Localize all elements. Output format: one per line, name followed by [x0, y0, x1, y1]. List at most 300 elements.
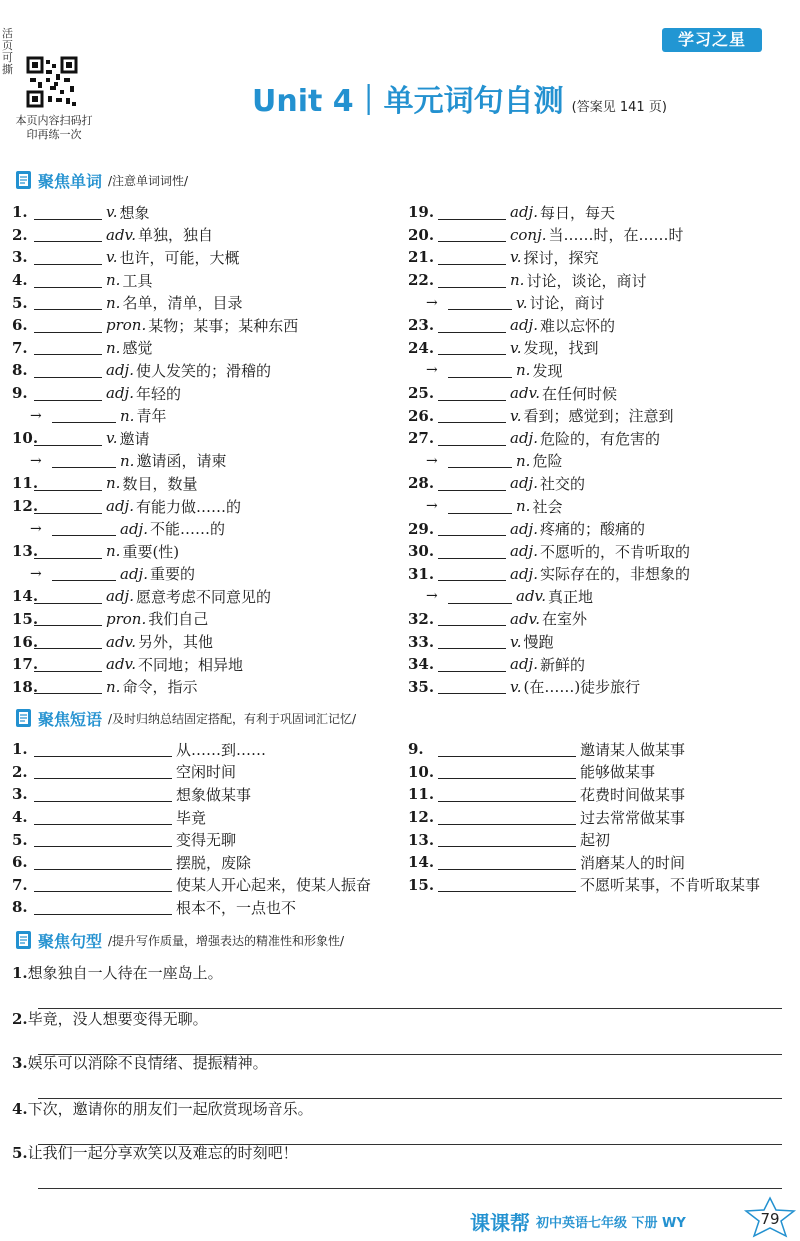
item-number: 2. — [12, 762, 28, 781]
meaning: 感觉 — [122, 339, 153, 358]
meaning: 发现 — [532, 361, 563, 380]
answer-blank[interactable] — [34, 340, 102, 355]
item-number: 10. — [408, 762, 435, 781]
item-number: 1. — [12, 203, 28, 222]
meaning: 毕竟 — [176, 808, 207, 827]
meaning: 数目，数量 — [122, 474, 198, 493]
section-phrases-note: /及时归纳总结固定搭配，有利于巩固词汇记忆/ — [108, 711, 357, 726]
meaning: 重要(性) — [122, 542, 180, 561]
part-of-speech: n. — [120, 451, 135, 470]
answer-blank[interactable] — [34, 900, 172, 915]
answer-blank[interactable] — [34, 544, 102, 559]
vocab-item — [408, 472, 788, 495]
sentence-prompt — [12, 962, 772, 984]
meaning: 空闲时间 — [176, 763, 237, 782]
vocab-item — [12, 359, 392, 382]
part-of-speech: n. — [106, 677, 121, 696]
section-phrases-heading — [14, 706, 356, 730]
meaning: 不能……的 — [149, 520, 225, 539]
meaning: 每日，每天 — [539, 203, 615, 222]
answer-blank[interactable] — [438, 566, 506, 581]
meaning: 年轻的 — [135, 384, 181, 403]
item-number: 12. — [12, 497, 39, 516]
part-of-speech: adj. — [510, 203, 538, 222]
item-number: 1. — [12, 740, 28, 759]
answer-blank[interactable] — [438, 742, 576, 757]
phrase-item — [12, 738, 402, 761]
part-of-speech: v. — [510, 632, 522, 651]
part-of-speech: adj. — [510, 542, 538, 561]
phrase-item — [12, 761, 402, 784]
part-of-speech: v. — [516, 293, 528, 312]
phrase-item — [408, 738, 788, 761]
section-sentences-note: /提升写作质量，增强表达的精准性和形象性/ — [108, 933, 345, 948]
item-number: 33. — [408, 632, 435, 651]
part-of-speech: adj. — [510, 429, 538, 448]
phrase-item — [408, 761, 788, 784]
meaning: 也许，可能，大概 — [119, 248, 240, 267]
answer-blank[interactable] — [438, 679, 506, 694]
part-of-speech: pron. — [106, 609, 147, 628]
vocab-item — [408, 427, 788, 450]
phrase-item — [12, 874, 402, 897]
answer-blank[interactable] — [34, 250, 102, 265]
item-number: 35. — [408, 677, 435, 696]
meaning: 在任何时候 — [542, 384, 618, 403]
item-number: 13. — [408, 830, 435, 849]
brand-logo: 学习之星 — [662, 28, 762, 52]
qr-caption: 本页内容扫码打印再练一次 — [15, 114, 93, 141]
vocab-derived-item — [408, 450, 788, 473]
arrow-icon: → — [426, 588, 438, 605]
phrase-item — [408, 828, 788, 851]
answer-blank[interactable] — [34, 499, 102, 514]
answer-blank[interactable] — [34, 611, 102, 626]
sentence-item — [12, 1098, 772, 1145]
part-of-speech: adj. — [120, 564, 148, 583]
item-number: 16. — [12, 632, 39, 651]
item-number: 1. — [12, 964, 28, 982]
vocab-item — [408, 314, 788, 337]
meaning: 当……时，在……时 — [548, 226, 684, 245]
item-number: 18. — [12, 677, 39, 696]
vocab-list-left — [12, 201, 392, 698]
answer-blank[interactable] — [34, 205, 102, 220]
part-of-speech: adj. — [106, 587, 134, 606]
answer-blank[interactable] — [438, 877, 576, 892]
phrase-item — [12, 783, 402, 806]
answer-blank[interactable] — [438, 205, 506, 220]
sentence-item — [12, 1142, 772, 1189]
item-number: 4. — [12, 271, 28, 290]
item-number: 27. — [408, 429, 435, 448]
vocab-item — [12, 540, 392, 563]
item-number: 3. — [12, 785, 28, 804]
answer-blank[interactable] — [448, 453, 512, 468]
item-number: 4. — [12, 1100, 28, 1118]
item-number: 2. — [12, 1010, 28, 1028]
arrow-icon: → — [30, 520, 42, 537]
sentence-prompt — [12, 1142, 772, 1164]
vocab-item — [408, 224, 788, 247]
vocab-item — [12, 585, 392, 608]
phrase-list-left — [12, 738, 402, 919]
page-number: 79 — [760, 1210, 780, 1228]
answer-blank[interactable] — [438, 832, 576, 847]
part-of-speech: adv. — [106, 225, 137, 244]
meaning: 变得无聊 — [176, 831, 237, 850]
sentence-item — [12, 962, 772, 1009]
part-of-speech: v. — [106, 429, 118, 448]
vocab-item — [12, 608, 392, 631]
notebook-icon — [14, 169, 34, 191]
item-number: 19. — [408, 203, 435, 222]
item-number: 32. — [408, 609, 435, 628]
part-of-speech: adv. — [510, 384, 541, 403]
item-number: 6. — [12, 316, 28, 335]
item-number: 15. — [408, 875, 435, 894]
item-number: 31. — [408, 564, 435, 583]
meaning: 重要的 — [149, 565, 195, 584]
item-number: 8. — [12, 898, 28, 917]
answer-blank[interactable] — [438, 855, 576, 870]
part-of-speech: adj. — [510, 519, 538, 538]
phrase-item — [12, 806, 402, 829]
item-number: 29. — [408, 519, 435, 538]
meaning: 过去常常做某事 — [580, 808, 686, 827]
vocab-item — [408, 269, 788, 292]
meaning: 疼痛的；酸痛的 — [539, 520, 645, 539]
answer-blank[interactable] — [34, 363, 102, 378]
answer-blank[interactable] — [438, 634, 506, 649]
sentence-prompt — [12, 1052, 772, 1074]
answer-blank[interactable] — [438, 476, 506, 491]
answer-blank[interactable] — [438, 611, 506, 626]
answer-blank[interactable] — [438, 340, 506, 355]
part-of-speech: n. — [510, 271, 525, 290]
item-number: 7. — [12, 875, 28, 894]
vocab-item — [408, 608, 788, 631]
item-number: 4. — [12, 808, 28, 827]
part-of-speech: adj. — [510, 474, 538, 493]
phrase-item — [408, 874, 788, 897]
meaning: (在……)徒步旅行 — [523, 678, 641, 697]
answer-blank[interactable] — [438, 431, 506, 446]
vocab-derived-item — [408, 359, 788, 382]
vocab-item — [12, 224, 392, 247]
part-of-speech: adj. — [106, 497, 134, 516]
sentence-text: 想象独自一人待在一座岛上。 — [27, 964, 223, 982]
item-number: 12. — [408, 808, 435, 827]
answer-blank[interactable] — [34, 764, 172, 779]
item-number: 21. — [408, 248, 435, 267]
vocab-item — [408, 201, 788, 224]
answer-blank[interactable] — [34, 787, 172, 802]
meaning: 危险的，有危害的 — [539, 429, 660, 448]
part-of-speech: adj. — [120, 519, 148, 538]
answer-blank[interactable] — [34, 227, 102, 242]
answer-line[interactable] — [38, 1188, 782, 1189]
item-number: 14. — [12, 587, 39, 606]
answer-blank[interactable] — [34, 318, 102, 333]
vocab-item — [12, 382, 392, 405]
vocab-derived-item — [408, 495, 788, 518]
page-title: Unit 4｜单元词句自测 — [252, 84, 564, 119]
part-of-speech: adj. — [106, 384, 134, 403]
sentence-text: 娱乐可以消除不良情绪、提振精神。 — [27, 1054, 268, 1072]
answer-blank[interactable] — [448, 589, 512, 604]
phrase-item — [12, 896, 402, 919]
meaning: 工具 — [122, 271, 153, 290]
answer-blank[interactable] — [52, 566, 116, 581]
section-words-title: 聚焦单词 — [38, 171, 103, 191]
meaning: 探讨，探究 — [523, 248, 599, 267]
sentence-prompt — [12, 1098, 772, 1120]
section-words-note: /注意单词词性/ — [108, 173, 189, 188]
answer-blank[interactable] — [448, 295, 512, 310]
answer-blank[interactable] — [52, 521, 116, 536]
answer-blank[interactable] — [448, 499, 512, 514]
answer-blank[interactable] — [438, 657, 506, 672]
answer-blank[interactable] — [52, 453, 116, 468]
item-number: 5. — [12, 293, 28, 312]
answer-blank[interactable] — [438, 764, 576, 779]
part-of-speech: n. — [106, 271, 121, 290]
meaning: 名单，清单，目录 — [122, 294, 243, 313]
item-number: 24. — [408, 338, 435, 357]
footer — [470, 1206, 686, 1236]
answer-blank[interactable] — [438, 250, 506, 265]
answer-blank[interactable] — [438, 544, 506, 559]
sentence-text: 毕竟，没人想要变得无聊。 — [27, 1010, 208, 1028]
vocab-derived-item — [408, 585, 788, 608]
part-of-speech: v. — [510, 248, 522, 267]
vocab-item — [12, 201, 392, 224]
answer-blank[interactable] — [34, 877, 172, 892]
arrow-icon: → — [30, 565, 42, 582]
meaning: 想象做某事 — [176, 785, 252, 804]
answer-blank[interactable] — [52, 408, 116, 423]
vocab-item — [12, 630, 392, 653]
sentence-item — [12, 1052, 772, 1099]
vocab-item — [12, 337, 392, 360]
phrase-item — [408, 851, 788, 874]
item-number: 2. — [12, 225, 28, 244]
vocab-item — [12, 269, 392, 292]
part-of-speech: n. — [120, 406, 135, 425]
answer-blank[interactable] — [34, 742, 172, 757]
item-number: 30. — [408, 542, 435, 561]
answer-blank[interactable] — [34, 386, 102, 401]
vocab-list-right — [408, 201, 788, 698]
part-of-speech: n. — [106, 542, 121, 561]
answer-blank[interactable] — [448, 363, 512, 378]
item-number: 23. — [408, 316, 435, 335]
item-number: 8. — [12, 361, 28, 380]
meaning: 根本不，一点也不 — [176, 898, 297, 917]
answer-blank[interactable] — [438, 521, 506, 536]
meaning: 实际存在的，非想象的 — [539, 565, 690, 584]
answer-blank[interactable] — [34, 810, 172, 825]
meaning: 讨论，商讨 — [529, 294, 605, 313]
item-number: 15. — [12, 609, 39, 628]
vocab-derived-item — [12, 450, 392, 473]
answer-blank[interactable] — [438, 408, 506, 423]
phrase-item — [408, 783, 788, 806]
meaning: 难以忘怀的 — [539, 316, 615, 335]
meaning: 社会 — [532, 497, 563, 516]
item-number: 14. — [408, 853, 435, 872]
meaning: 真正地 — [548, 587, 594, 606]
vocab-item — [12, 495, 392, 518]
answer-blank[interactable] — [438, 227, 506, 242]
meaning: 从……到…… — [176, 740, 267, 759]
item-number: 22. — [408, 271, 435, 290]
meaning: 邀请函，请柬 — [136, 452, 227, 471]
meaning: 愿意考虑不同意见的 — [135, 587, 271, 606]
part-of-speech: conj. — [510, 225, 547, 244]
answer-blank[interactable] — [438, 273, 506, 288]
item-number: 9. — [12, 384, 28, 403]
notebook-icon — [14, 929, 34, 951]
item-number: 28. — [408, 474, 435, 493]
footer-brand: 课课帮 — [470, 1210, 530, 1235]
item-number: 25. — [408, 384, 435, 403]
part-of-speech: adv. — [106, 655, 137, 674]
arrow-icon: → — [426, 294, 438, 311]
vocab-item — [12, 427, 392, 450]
answer-blank[interactable] — [34, 589, 102, 604]
vocab-item — [12, 653, 392, 676]
arrow-icon: → — [426, 452, 438, 469]
vocab-item — [408, 404, 788, 427]
part-of-speech: adj. — [510, 564, 538, 583]
vocab-item — [12, 472, 392, 495]
item-number: 34. — [408, 655, 435, 674]
answer-blank[interactable] — [34, 832, 172, 847]
sentence-item — [12, 1008, 772, 1055]
vocab-item — [408, 337, 788, 360]
part-of-speech: adv. — [510, 609, 541, 628]
qr-code[interactable] — [26, 56, 78, 108]
meaning: 使某人开心起来，使某人振奋 — [176, 876, 372, 895]
meaning: 单独，独自 — [138, 226, 214, 245]
part-of-speech: adj. — [510, 655, 538, 674]
item-number: 5. — [12, 830, 28, 849]
vocab-item — [408, 675, 788, 698]
meaning: 有能力做……的 — [135, 497, 241, 516]
vocab-item — [12, 675, 392, 698]
answer-blank[interactable] — [438, 386, 506, 401]
item-number: 20. — [408, 225, 435, 244]
answer-blank[interactable] — [34, 295, 102, 310]
answer-blank[interactable] — [438, 787, 576, 802]
part-of-speech: v. — [510, 677, 522, 696]
item-number: 3. — [12, 248, 28, 267]
vocab-derived-item — [408, 291, 788, 314]
meaning: 新鲜的 — [539, 655, 585, 674]
arrow-icon: → — [426, 498, 438, 515]
phrase-item — [408, 806, 788, 829]
answer-blank[interactable] — [438, 810, 576, 825]
vocab-item — [408, 653, 788, 676]
vocab-item — [408, 246, 788, 269]
item-number: 9. — [408, 740, 424, 759]
sentence-text: 让我们一起分享欢笑以及难忘的时刻吧！ — [27, 1144, 298, 1162]
part-of-speech: v. — [510, 338, 522, 357]
answer-blank[interactable] — [34, 476, 102, 491]
meaning: 危险 — [532, 452, 563, 471]
vocab-item — [408, 382, 788, 405]
meaning: 在室外 — [542, 610, 588, 629]
answer-blank[interactable] — [34, 657, 102, 672]
meaning: 不愿听某事，不肯听取某事 — [580, 876, 761, 895]
answer-blank[interactable] — [438, 318, 506, 333]
page-header — [252, 76, 667, 119]
meaning: 花费时间做某事 — [580, 785, 686, 804]
answer-blank[interactable] — [34, 634, 102, 649]
vocab-item — [12, 291, 392, 314]
footer-book-title: 初中英语七年级 下册 WY — [536, 1215, 686, 1231]
meaning: 邀请某人做某事 — [580, 740, 686, 759]
vocab-item — [408, 630, 788, 653]
meaning: 摆脱，废除 — [176, 853, 252, 872]
vocab-derived-item — [12, 563, 392, 586]
vocab-item — [408, 517, 788, 540]
phrase-list-right — [408, 738, 788, 896]
part-of-speech: v. — [510, 406, 522, 425]
meaning: 不愿听的，不肯听取的 — [539, 542, 690, 561]
vocab-item — [12, 314, 392, 337]
vocab-item — [12, 246, 392, 269]
tear-off-note: 活页可撕 — [2, 27, 13, 76]
meaning: 能够做某事 — [580, 763, 656, 782]
vocab-derived-item — [12, 404, 392, 427]
item-number: 26. — [408, 406, 435, 425]
part-of-speech: adv. — [106, 632, 137, 651]
answer-blank[interactable] — [34, 431, 102, 446]
vocab-item — [408, 563, 788, 586]
answer-blank[interactable] — [34, 679, 102, 694]
answer-blank[interactable] — [34, 855, 172, 870]
meaning: 讨论，谈论，商讨 — [526, 271, 647, 290]
part-of-speech: adv. — [516, 587, 547, 606]
phrase-item — [12, 828, 402, 851]
item-number: 7. — [12, 338, 28, 357]
vocab-derived-item — [12, 517, 392, 540]
meaning: 邀请 — [119, 429, 150, 448]
part-of-speech: v. — [106, 248, 118, 267]
part-of-speech: adj. — [510, 316, 538, 335]
answer-blank[interactable] — [34, 273, 102, 288]
meaning: 不同地；相异地 — [138, 655, 244, 674]
meaning: 消磨某人的时间 — [580, 853, 686, 872]
section-sentences-title: 聚焦句型 — [38, 931, 103, 951]
item-number: 6. — [12, 853, 28, 872]
item-number: 11. — [408, 785, 435, 804]
arrow-icon: → — [426, 362, 438, 379]
part-of-speech: n. — [106, 338, 121, 357]
meaning: 看到；感觉到；注意到 — [523, 407, 674, 426]
meaning: 发现，找到 — [523, 339, 599, 358]
part-of-speech: v. — [106, 203, 118, 222]
meaning: 命令，指示 — [122, 678, 198, 697]
meaning: 起初 — [580, 831, 611, 850]
part-of-speech: n. — [516, 497, 531, 516]
section-sentences-heading — [14, 928, 344, 952]
item-number: 17. — [12, 655, 39, 674]
item-number: 5. — [12, 1144, 28, 1162]
